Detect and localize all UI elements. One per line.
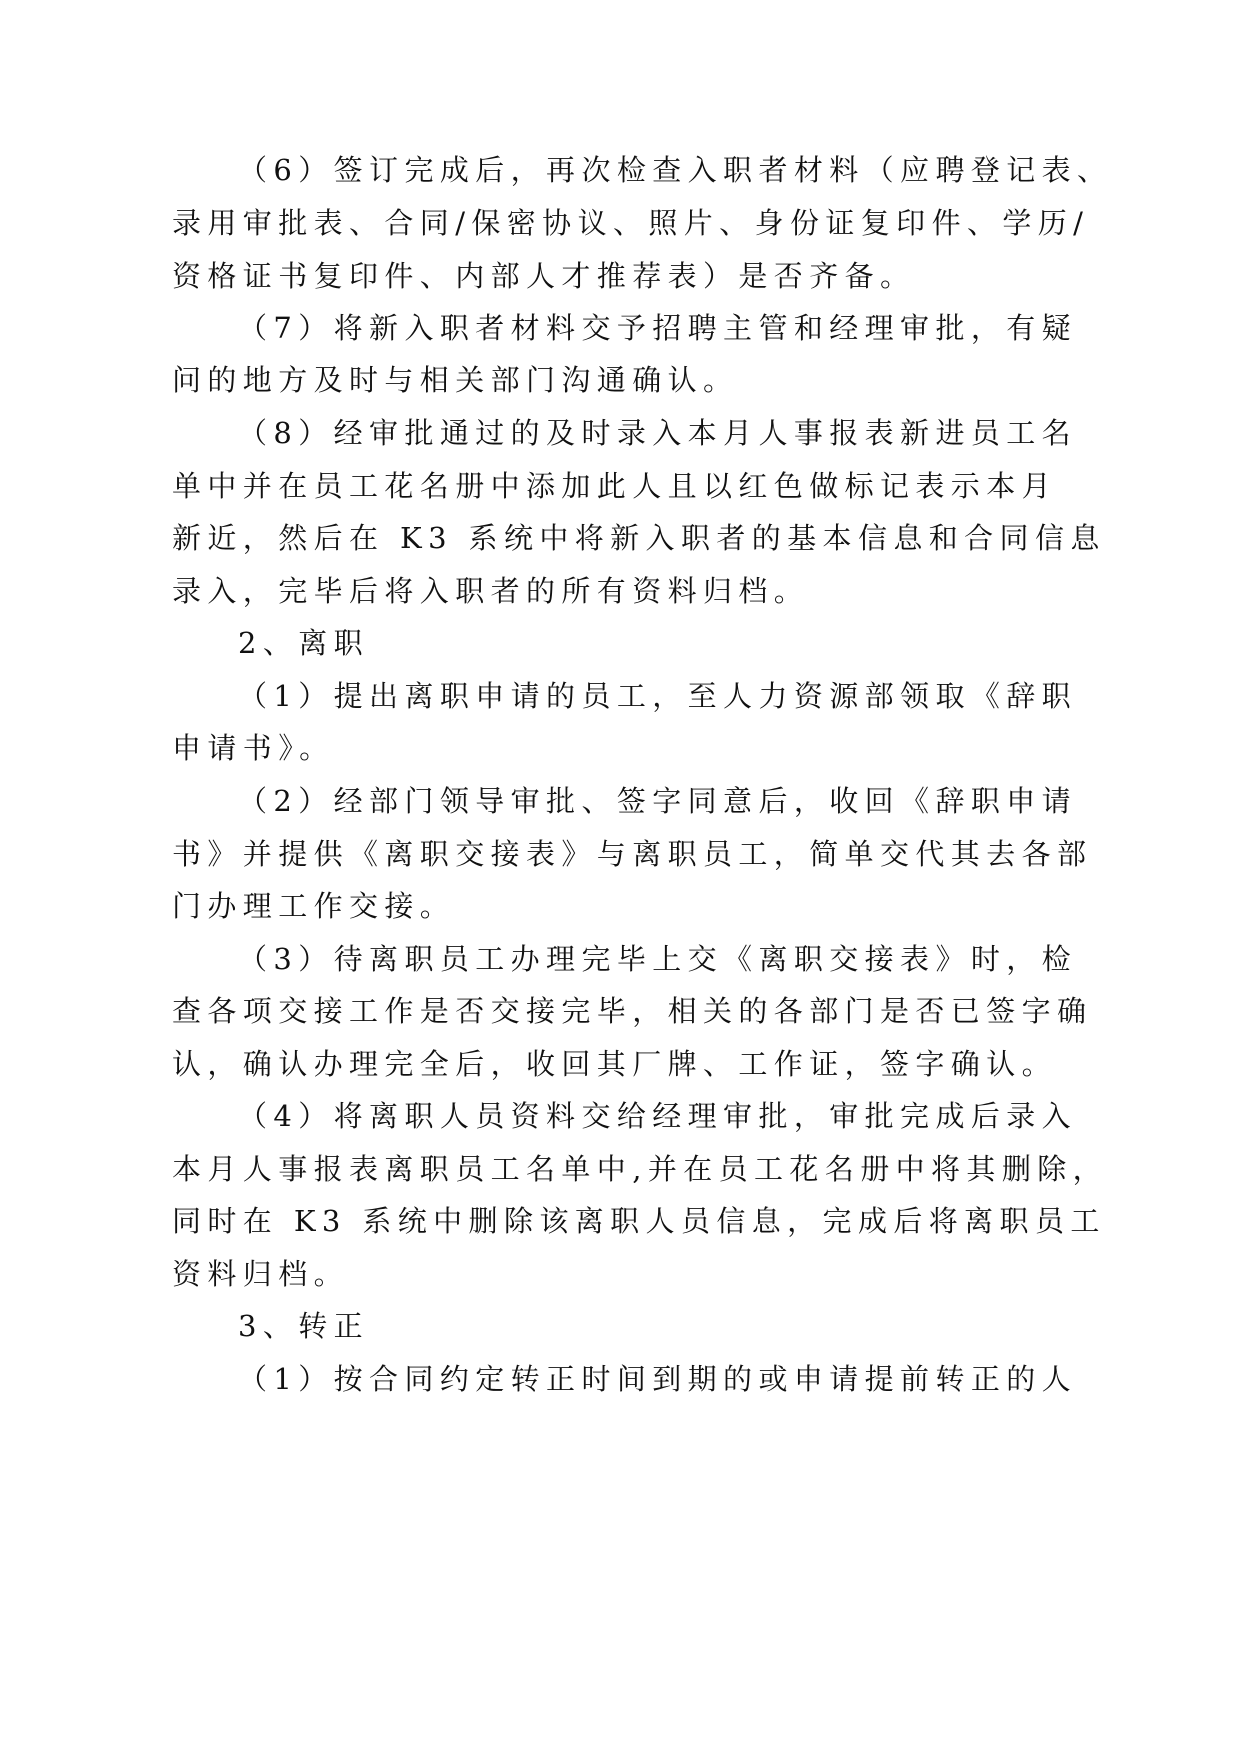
text-line: 同时在 K3 系统中删除该离职人员信息，完成后将离职员工 bbox=[172, 1204, 1106, 1238]
text-line: 问的地方及时与相关部门沟通确认。 bbox=[172, 363, 739, 397]
text-line: （7）将新入职者材料交予招聘主管和经理审批，有疑 bbox=[238, 311, 1078, 345]
text-line: 资料归档。 bbox=[172, 1257, 350, 1291]
text-line: 门办理工作交接。 bbox=[172, 889, 456, 923]
text-line: （8）经审批通过的及时录入本月人事报表新进员工名 bbox=[238, 416, 1078, 450]
text-line: （1）按合同约定转正时间到期的或申请提前转正的人 bbox=[238, 1362, 1078, 1396]
text-line: 书》并提供《离职交接表》与离职员工，简单交代其去各部 bbox=[172, 837, 1093, 871]
text-line: （4）将离职人员资料交给经理审批，审批完成后录入 bbox=[238, 1099, 1078, 1133]
text-line: 资格证书复印件、内部人才推荐表）是否齐备。 bbox=[172, 259, 916, 293]
text-line: 录入，完毕后将入职者的所有资料归档。 bbox=[172, 574, 810, 608]
text-line: （6）签订完成后，再次检查入职者材料（应聘登记表、 bbox=[238, 153, 1113, 187]
text-line: 申请书》。 bbox=[172, 731, 335, 765]
text-line: 本月人事报表离职员工名单中,并在员工花名册中将其删除， bbox=[172, 1152, 1109, 1186]
section-heading: 2、离职 bbox=[238, 626, 370, 660]
text-line: （1）提出离职申请的员工，至人力资源部领取《辞职 bbox=[238, 679, 1078, 713]
text-line: （2）经部门领导审批、签字同意后，收回《辞职申请 bbox=[238, 784, 1078, 818]
text-line: 新近，然后在 K3 系统中将新入职者的基本信息和合同信息 bbox=[172, 521, 1106, 555]
section-heading: 3、转正 bbox=[238, 1309, 370, 1343]
text-line: 查各项交接工作是否交接完毕，相关的各部门是否已签字确 bbox=[172, 994, 1093, 1028]
text-line: 单中并在员工花名册中添加此人且以红色做标记表示本月 bbox=[172, 469, 1058, 503]
text-line: 认，确认办理完全后，收回其厂牌、工作证，签字确认。 bbox=[172, 1047, 1058, 1081]
text-line: （3）待离职员工办理完毕上交《离职交接表》时，检 bbox=[238, 942, 1078, 976]
text-line: 录用审批表、合同/保密协议、照片、身份证复印件、学历/ bbox=[172, 206, 1090, 240]
